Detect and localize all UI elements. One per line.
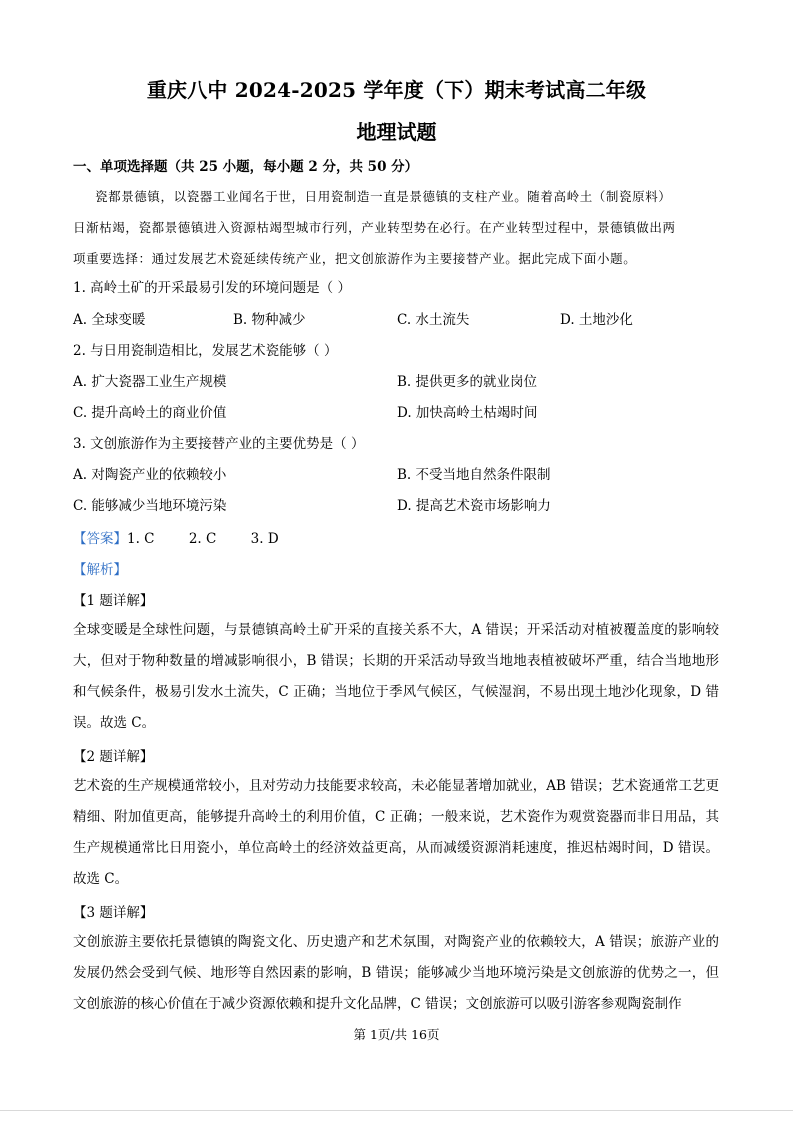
question-2-option-b: B. 提供更多的就业岗位 (397, 374, 538, 390)
question-3-option-a: A. 对陶瓷产业的依赖较小 (73, 467, 227, 483)
analysis-label: 【解析】 (73, 562, 127, 578)
detail-3-heading: 【3 题详解】 (73, 905, 154, 921)
section-heading: 一、单项选择题（共 25 小题，每小题 2 分，共 50 分） (73, 159, 419, 175)
detail-2-heading: 【2 题详解】 (73, 749, 154, 765)
detail-3-text: 文创旅游主要依托景德镇的陶瓷文化、历史遗产和艺术氛围，对陶瓷产业的依赖较大，A 错误；旅游产业的发展仍然会受到气候、地形等自然因素的影响，B 错误；能够减少当地环境污染是文创旅游的优势之一，但文创旅游的核心价值在于减少资源依赖和提升文化品牌，C 错误；文创旅游可以吸引游客参观陶瓷制作 (73, 934, 719, 1012)
question-1-option-b: B. 物种减少 (233, 312, 306, 328)
material-line-2: 日渐枯竭，瓷都景德镇进入资源枯竭型城市行列，产业转型势在必行。在产业转型过程中，景德镇做出两 (73, 220, 676, 235)
question-1-option-a: A. 全球变暖 (73, 312, 146, 328)
detail-2-text: 艺术瓷的生产规模通常较小，且对劳动力技能要求较高，未必能显著增加就业，AB 错误；艺术瓷通常工艺更精细、附加值更高，能够提升高岭土的利用价值，C 正确；一般来说，艺术瓷作为观赏瓷器而非日用品，其生产规模通常比日用瓷小，单位高岭土的经济效益更高，从而减缓资源消耗速度，推迟枯竭时间，D 错误。故选 C。 (73, 778, 719, 887)
question-2-stem: 2. 与日用瓷制造相比，发展艺术瓷能够（ ） (73, 343, 338, 359)
material-line-1: 瓷都景德镇，以瓷器工业闻名于世，日用瓷制造一直是景德镇的支柱产业。随着高岭土（制瓷原料） (95, 189, 672, 204)
question-3-option-b: B. 不受当地自然条件限制 (397, 467, 551, 483)
question-2-option-d: D. 加快高岭土枯竭时间 (397, 405, 538, 421)
material-line-3: 项重要选择：通过发展艺术瓷延续传统产业，把文创旅游作为主要接替产业。据此完成下面小题。 (73, 251, 637, 266)
question-3-option-c: C. 能够减少当地环境污染 (73, 498, 227, 514)
question-1-option-d: D. 土地沙化 (560, 312, 633, 328)
page-number: 第 1页/共 16页 (353, 1027, 440, 1042)
bottom-divider (0, 1110, 793, 1111)
question-2-option-a: A. 扩大瓷器工业生产规模 (73, 374, 227, 390)
question-3-option-d: D. 提高艺术瓷市场影响力 (397, 498, 551, 514)
detail-1-text: 全球变暖是全球性问题，与景德镇高岭土矿开采的直接关系不大，A 错误；开采活动对植被覆盖度的影响较大，但对于物种数量的增减影响很小，B 错误；长期的开采活动导致当地地表植被破坏严重，结合当地地形和气候条件，极易引发水土流失，C 正确；当地位于季风气候区，气候湿润，不易出现土地沙化现象，D 错误。故选 C。 (73, 622, 719, 731)
subject-title: 地理试题 (356, 120, 437, 144)
answer-line (73, 530, 279, 548)
question-2-option-c: C. 提升高岭土的商业价值 (73, 405, 227, 421)
question-1-option-c: C. 水土流失 (397, 312, 470, 328)
question-3-stem: 3. 文创旅游作为主要接替产业的主要优势是（ ） (73, 436, 365, 452)
answer-text: 1. C 2. C 3. D (127, 531, 279, 547)
question-1-stem: 1. 高岭土矿的开采最易引发的环境问题是（ ） (73, 280, 351, 296)
answer-label: 【答案】 (73, 531, 127, 547)
exam-title: 重庆八中 2024-2025 学年度（下）期末考试高二年级 (146, 78, 647, 102)
detail-1-heading: 【1 题详解】 (73, 593, 154, 609)
